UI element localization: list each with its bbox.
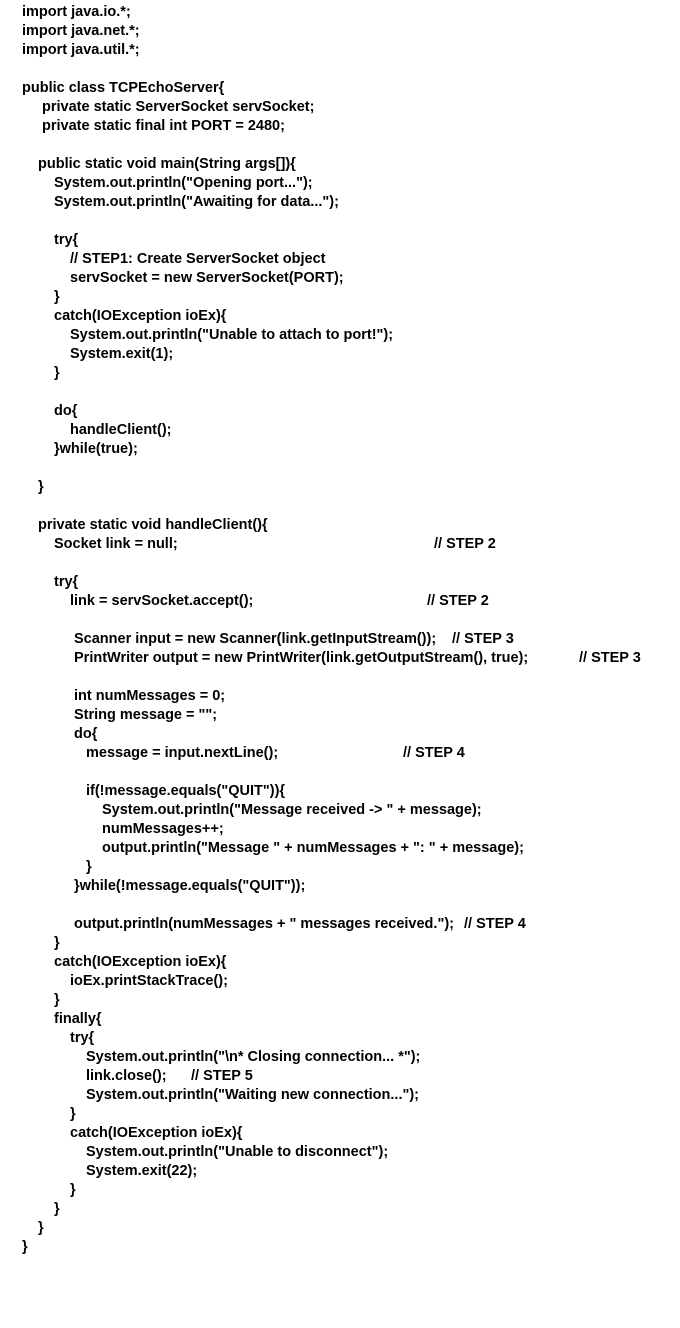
code-line: System.out.println("\n* Closing connection... *"); [86, 1049, 421, 1065]
code-line: try{ [54, 574, 79, 590]
code-line: do{ [54, 403, 78, 419]
code-line: System.exit(1); [70, 346, 174, 362]
code-line: } [70, 1182, 76, 1198]
code-line: public static void main(String args[]){ [38, 156, 296, 172]
code-line: servSocket = new ServerSocket(PORT); [70, 270, 344, 286]
code-line: link.close(); [86, 1068, 167, 1084]
code-comment: // STEP 2 [427, 593, 489, 609]
code-line: private static ServerSocket servSocket; [42, 99, 315, 115]
code-line: System.out.println("Waiting new connection..."); [86, 1087, 420, 1103]
code-line: if(!message.equals("QUIT")){ [86, 783, 286, 799]
code-line: import java.util.*; [22, 42, 140, 58]
code-line: // STEP1: Create ServerSocket object [70, 251, 326, 267]
code-line: import java.io.*; [22, 4, 131, 20]
code-comment: // STEP 4 [403, 745, 465, 761]
code-line: System.out.println("Awaiting for data..."); [54, 194, 339, 210]
code-line: numMessages++; [102, 821, 224, 837]
code-line: } [54, 1201, 60, 1217]
code-line: System.out.println("Message received -> " + message); [102, 802, 482, 818]
code-line: catch(IOException ioEx){ [54, 308, 227, 324]
code-line: ioEx.printStackTrace(); [70, 973, 228, 989]
code-line: } [54, 289, 60, 305]
code-line: PrintWriter output = new PrintWriter(link.getOutputStream(), true); [74, 650, 529, 666]
code-line: } [22, 1239, 28, 1255]
code-line: System.out.println("Opening port..."); [54, 175, 313, 191]
code-line: catch(IOException ioEx){ [54, 954, 227, 970]
code-line: } [38, 1220, 44, 1236]
code-comment: // STEP 3 [579, 650, 641, 666]
code-line: message = input.nextLine(); [86, 745, 279, 761]
code-line: System.exit(22); [86, 1163, 198, 1179]
code-line: } [38, 479, 44, 495]
code-line: do{ [74, 726, 98, 742]
code-line: int numMessages = 0; [74, 688, 226, 704]
code-line: handleClient(); [70, 422, 172, 438]
code-comment: // STEP 2 [434, 536, 496, 552]
code-line: Socket link = null; [54, 536, 178, 552]
code-line: catch(IOException ioEx){ [70, 1125, 243, 1141]
code-comment: // STEP 5 [191, 1068, 253, 1084]
code-line: private static void handleClient(){ [38, 517, 268, 533]
code-line: } [86, 859, 92, 875]
code-line: output.println(numMessages + " messages received."); [74, 916, 454, 932]
code-line: try{ [70, 1030, 95, 1046]
code-line: link = servSocket.accept(); [70, 593, 254, 609]
code-line: System.out.println("Unable to attach to port!"); [70, 327, 394, 343]
code-line: output.println("Message " + numMessages + ": " + message); [102, 840, 524, 856]
code-line: } [70, 1106, 76, 1122]
code-line: } [54, 992, 60, 1008]
code-line: }while(true); [54, 441, 138, 457]
code-line: System.out.println("Unable to disconnect"); [86, 1144, 389, 1160]
code-line: private static final int PORT = 2480; [42, 118, 285, 134]
code-line: } [54, 935, 60, 951]
code-line: Scanner input = new Scanner(link.getInputStream()); [74, 631, 437, 647]
code-line: try{ [54, 232, 79, 248]
code-line: } [54, 365, 60, 381]
code-line: finally{ [54, 1011, 102, 1027]
code-line: import java.net.*; [22, 23, 140, 39]
code-line: }while(!message.equals("QUIT")); [74, 878, 306, 894]
code-line: String message = ""; [74, 707, 218, 723]
code-comment: // STEP 4 [463, 916, 526, 932]
code-comment: // STEP 3 [452, 631, 514, 647]
code-line: public class TCPEchoServer{ [22, 80, 225, 96]
